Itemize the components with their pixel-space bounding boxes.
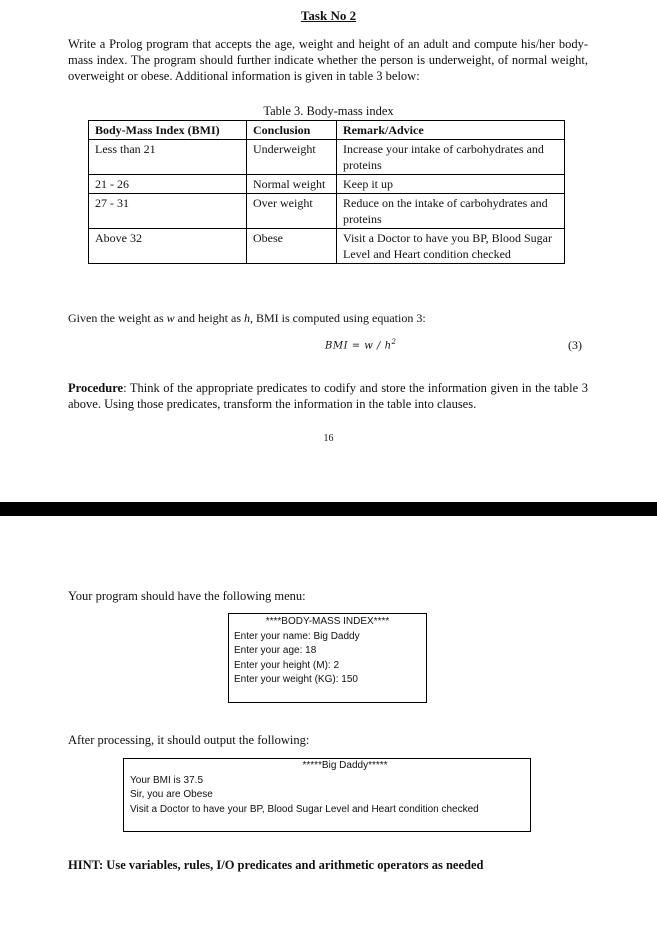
cell-remark: Visit a Doctor to have you BP, Blood Sugar Level and Heart condition checked	[337, 229, 565, 264]
cell-bmi: Above 32	[89, 229, 247, 264]
table-row	[89, 175, 565, 194]
output-line: Your BMI is 37.5	[130, 774, 204, 786]
table-header-row	[89, 121, 565, 140]
bmi-equation: BMI = w / $h^2$	[325, 338, 397, 352]
cell-bmi: 21 - 26	[89, 175, 247, 194]
menu-title: ****BODY-MASS INDEX****	[265, 616, 390, 627]
menu-box	[228, 613, 427, 703]
output-intro: After processing, it should output the following:	[68, 733, 310, 747]
table-row	[89, 194, 565, 229]
menu-line: Enter your age: 18	[234, 645, 317, 656]
hint-text: HINT: Use variables, rules, I/O predicates and arithmetic operators as needed	[68, 858, 484, 872]
output-line: Visit a Doctor to have your BP, Blood Sugar Level and Heart condition checked	[130, 803, 479, 815]
menu-line: Enter your name: Big Daddy	[234, 630, 360, 642]
menu-line: Enter your height (M): 2	[234, 659, 340, 671]
table-row	[89, 140, 565, 175]
bmi-table	[88, 120, 565, 264]
header-remark: Remark/Advice	[337, 121, 565, 140]
cell-remark: Increase your intake of carbohydrates and proteins	[337, 140, 565, 175]
output-title: *****Big Daddy*****	[302, 760, 388, 771]
output-line: Sir, you are Obese	[130, 789, 213, 800]
cell-remark: Reduce on the intake of carbohydrates and proteins	[337, 194, 565, 229]
page-number: 16	[323, 433, 334, 444]
cell-bmi: 27 - 31	[89, 194, 247, 229]
header-conclusion: Conclusion	[247, 121, 337, 140]
cell-conclusion: Obese	[247, 229, 337, 264]
table-caption: Table 3. Body-mass index	[263, 104, 394, 118]
cell-bmi: Less than 21	[89, 140, 247, 175]
output-box	[123, 758, 531, 832]
header-bmi: Body-Mass Index (BMI)	[89, 121, 247, 140]
cell-conclusion: Underweight	[247, 140, 337, 175]
table-row	[89, 229, 565, 264]
cell-conclusion: Normal weight	[247, 175, 337, 194]
given-sentence: Given the weight as w and height as h, BMI is computed using equation 3:	[68, 311, 426, 325]
procedure-label: Procedure	[68, 381, 124, 395]
cell-conclusion: Over weight	[247, 194, 337, 229]
cell-remark: Keep it up	[337, 175, 565, 194]
procedure-paragraph: Procedure: Think of the appropriate predicates to codify and store the information given in the table 3 above. Using those predicates, transform the information in the table into clauses.	[68, 381, 588, 411]
menu-intro: Your program should have the following menu:	[68, 589, 306, 603]
menu-line: Enter your weight (KG): 150	[234, 674, 358, 685]
page-divider	[0, 502, 657, 516]
equation-number: (3)	[568, 338, 582, 352]
task-title: Task No 2	[300, 8, 357, 23]
intro-paragraph: Write a Prolog program that accepts the age, weight and height of an adult and compute his/her body-mass index. The program should further indicate whether the person is underweight, of normal weight, overweight or obese. Additional information is given in table 3 below:	[68, 37, 588, 83]
